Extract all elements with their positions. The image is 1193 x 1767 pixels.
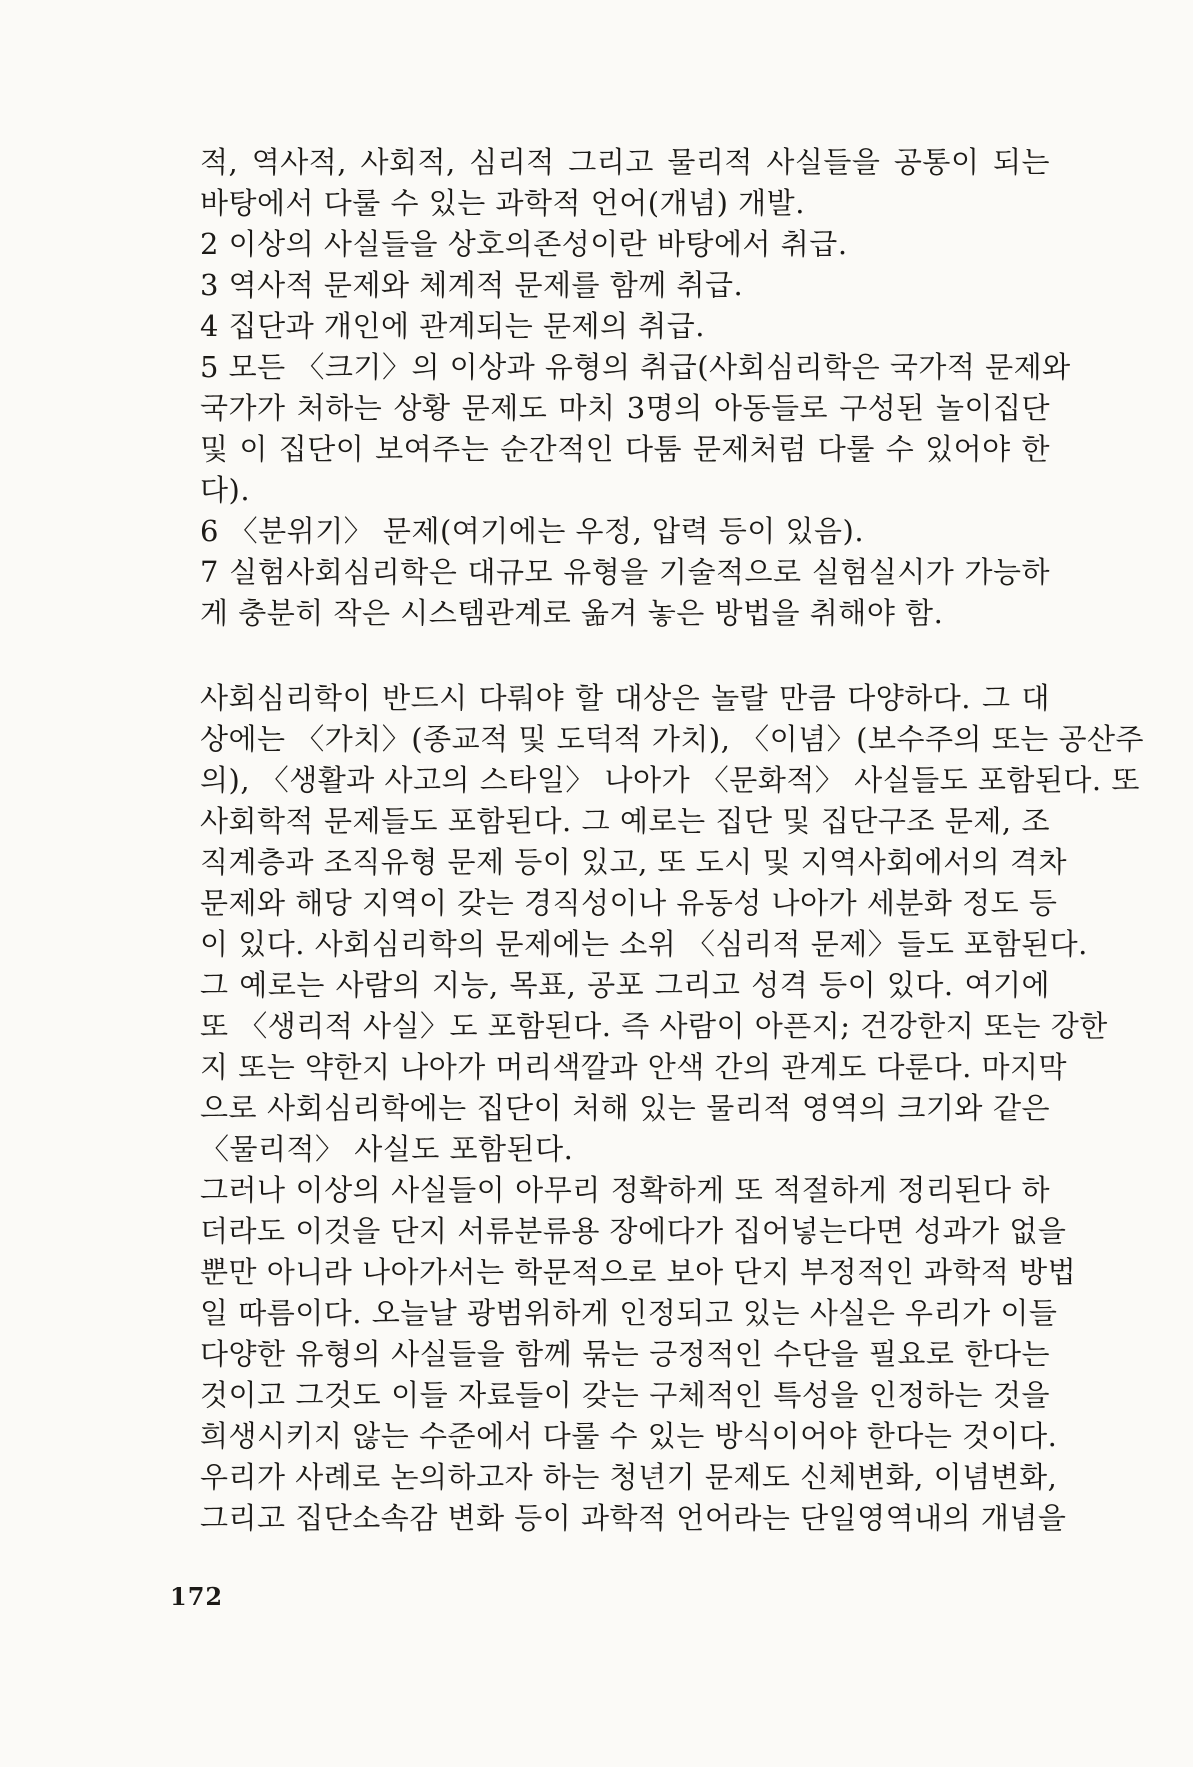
paragraph-1-line: 문제와 해당 지역이 갖는 경직성이나 유동성 나아가 세분화 정도 등 <box>200 886 1058 920</box>
paragraph-1-line: 사회학적 문제들도 포함된다. 그 예로는 집단 및 집단구조 문제, 조 <box>200 804 1050 838</box>
list-item-7: 7 실험사회심리학은 대규모 유형을 기술적으로 실험실시가 가능하 <box>200 555 1050 589</box>
text-line: 적, 역사적, 사회적, 심리적 그리고 물리적 사실들을 공통이 되는 <box>200 145 1050 179</box>
paragraph-2-line: 우리가 사례로 논의하고자 하는 청년기 문제도 신체변화, 이념변화, <box>200 1460 1058 1494</box>
list-item-5-line: 및 이 집단이 보여주는 순간적인 다툼 문제처럼 다룰 수 있어야 한 <box>200 432 1050 466</box>
paragraph-1-line: 그 예로는 사람의 지능, 목표, 공포 그리고 성격 등이 있다. 여기에 <box>200 968 1050 1002</box>
paragraph-2-line: 그리고 집단소속감 변화 등이 과학적 언어라는 단일영역내의 개념을 <box>200 1501 1067 1535</box>
list-item-3: 3 역사적 문제와 체계적 문제를 함께 취급. <box>200 268 744 302</box>
list-item-6: 6 〈분위기〉 문제(여기에는 우정, 압력 등이 있음). <box>200 514 865 548</box>
paragraph-1-line: 지 또는 약한지 나아가 머리색깔과 안색 간의 관계도 다룬다. 마지막 <box>200 1050 1068 1084</box>
list-item-5: 5 모든 〈크기〉의 이상과 유형의 취급(사회심리학은 국가적 문제와 <box>200 350 1071 384</box>
text-line: 바탕에서 다룰 수 있는 과학적 언어(개념) 개발. <box>200 186 805 220</box>
body-text <box>200 142 1145 1539</box>
paragraph-2-line: 더라도 이것을 단지 서류분류용 장에다가 집어넣는다면 성과가 없을 <box>200 1214 1067 1248</box>
list-item-7-line: 게 충분히 작은 시스템관계로 옮겨 놓은 방법을 취해야 함. <box>200 596 944 630</box>
paragraph-2-line: 다양한 유형의 사실들을 함께 묶는 긍정적인 수단을 필요로 한다는 <box>200 1337 1050 1371</box>
paragraph-2-line: 그러나 이상의 사실들이 아무리 정확하게 또 적절하게 정리된다 하 <box>200 1173 1050 1207</box>
paragraph-1-line: 상에는 〈가치〉(종교적 및 도덕적 가치), 〈이념〉(보수주의 또는 공산주 <box>200 722 1145 756</box>
paragraph-2-line: 뿐만 아니라 나아가서는 학문적으로 보아 단지 부정적인 과학적 방법 <box>200 1255 1077 1289</box>
paragraph-1-line: 이 있다. 사회심리학의 문제에는 소위 〈심리적 문제〉들도 포함된다. <box>200 927 1088 961</box>
paragraph-2-line: 일 따름이다. 오늘날 광범위하게 인정되고 있는 사실은 우리가 이들 <box>200 1296 1058 1330</box>
paragraph-1-line: 직계층과 조직유형 문제 등이 있고, 또 도시 및 지역사회에서의 격차 <box>200 845 1068 879</box>
list-item-5-line: 다). <box>200 473 251 507</box>
paragraph-2-line: 것이고 그것도 이들 자료들이 갖는 구체적인 특성을 인정하는 것을 <box>200 1378 1050 1412</box>
list-item-2: 2 이상의 사실들을 상호의존성이란 바탕에서 취급. <box>200 227 848 261</box>
paragraph-1-line: 또 〈생리적 사실〉도 포함된다. 즉 사람이 아픈지; 건강한지 또는 강한 <box>200 1009 1108 1043</box>
paragraph-2-line: 희생시키지 않는 수준에서 다룰 수 있는 방식이어야 한다는 것이다. <box>200 1419 1058 1453</box>
page-number: 172 <box>170 1582 224 1611</box>
list-item-5-line: 국가가 처하는 상황 문제도 마치 3명의 아동들로 구성된 놀이집단 <box>200 391 1050 425</box>
list-item-4: 4 집단과 개인에 관계되는 문제의 취급. <box>200 309 705 343</box>
paragraph-1-line: 사회심리학이 반드시 다뤄야 할 대상은 놀랄 만큼 다양하다. 그 대 <box>200 681 1050 715</box>
paragraph-1-line: 으로 사회심리학에는 집단이 처해 있는 물리적 영역의 크기와 같은 <box>200 1091 1050 1125</box>
paragraph-1-line: 〈물리적〉 사실도 포함된다. <box>200 1132 574 1166</box>
paragraph-1-line: 의), 〈생활과 사고의 스타일〉 나아가 〈문화적〉 사실들도 포함된다. 또 <box>200 763 1140 797</box>
